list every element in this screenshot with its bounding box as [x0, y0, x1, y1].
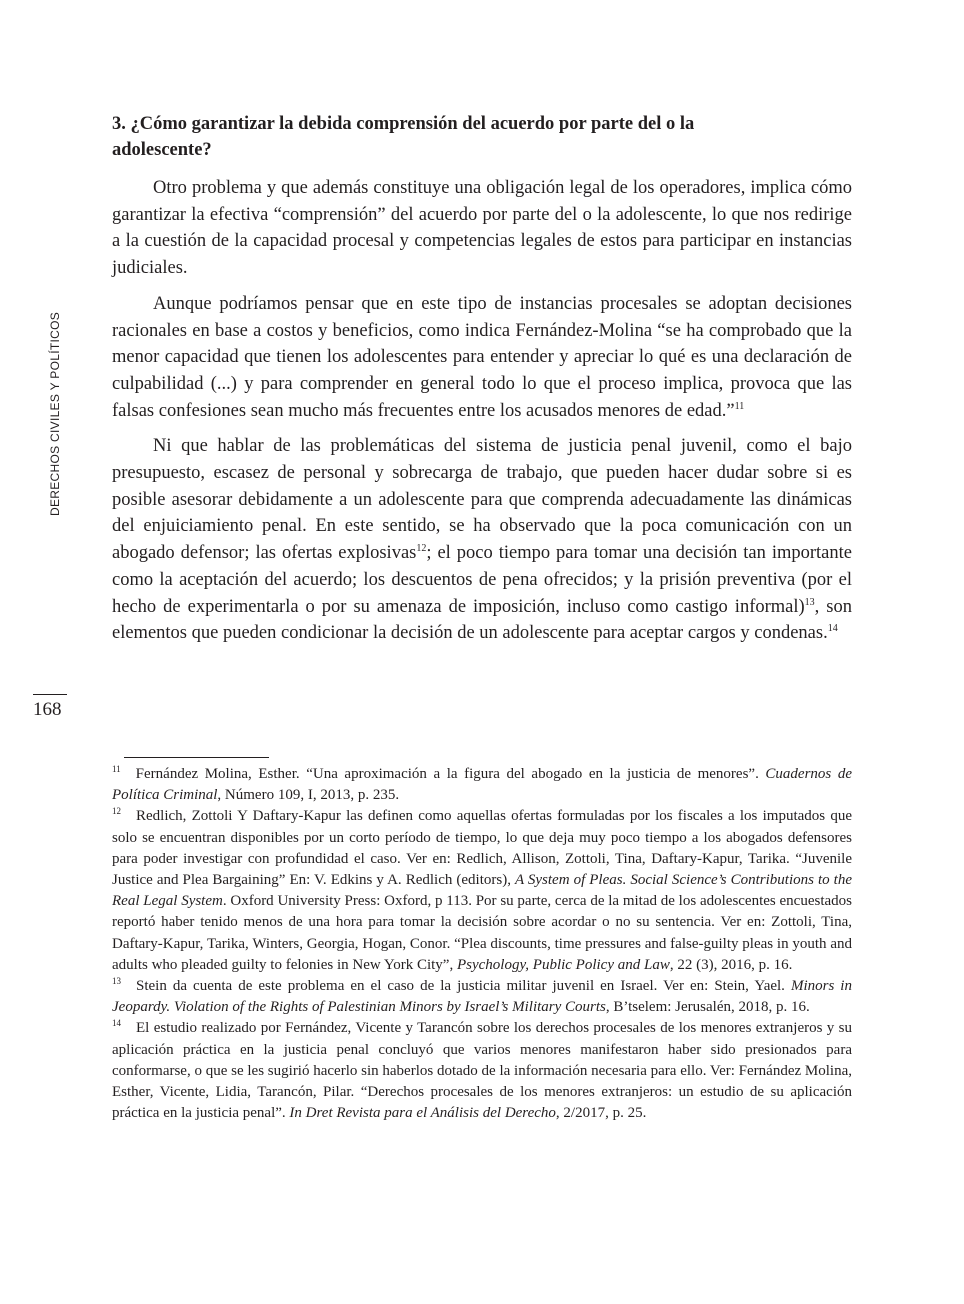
footnote-text: Stein da cuenta de este problema en el caso de la justicia militar juvenil en Israel. Ver en: Stein, Yael.: [136, 978, 791, 995]
section-heading: 3. ¿Cómo garantizar la debida comprensión del acuerdo por parte del o la adolescente?: [112, 114, 695, 160]
footnote-12: [112, 806, 852, 976]
footnote-title: A System of Pleas. Social Science’s Contributions to the Real Legal System: [112, 872, 852, 910]
main-text: [112, 111, 852, 656]
footnote-tail: , Número 109, I, 2013, p. 235.: [217, 787, 400, 804]
paragraph-3-text-b: ; el poco tiempo para tomar una decisión tan importante como la aceptación del acuerdo; los descuentos de pena ofrecidos; y la prisión preventiva (por el hecho de experimentarla o por su amenaza de imposición, incluso como castigo informal): [112, 543, 852, 617]
footnote-number: 13: [112, 976, 121, 987]
paragraph-2-text: Aunque podríamos pensar que en este tipo de instancias procesales se adoptan decisiones racionales en base a costos y beneficios, como indica Fernández-Molina “se ha comprobado que la menor capacidad que tienen los adolescentes para entender y apreciar lo qué es una declaración de culpabilidad (...) y para comprender en general todo lo que el proceso implica, provoca que las falsas confesiones sean mucho más frecuentes entre los acusados menores de edad.”: [112, 293, 852, 421]
footnote-tail-2: , 22 (3), 2016, p. 16.: [669, 956, 793, 973]
paragraph-3: [112, 433, 852, 647]
footnote-journal: Psychology, Public Policy and Law: [456, 956, 670, 973]
footnote-title: In Dret Revista para el Análisis del Derecho: [289, 1105, 556, 1122]
footnote-number: 11: [112, 764, 121, 774]
footnote-separator: [124, 757, 269, 758]
footnote-13: [112, 976, 852, 1018]
paragraph-3-text-c: , son elementos que pueden condicionar la decisión de un adolescente para aceptar cargos y condenas.: [112, 596, 852, 644]
footnotes: [112, 764, 852, 1124]
footnote-ref-14[interactable]: 14: [827, 623, 838, 635]
footnote-tail: . Oxford University Press: Oxford, p 113. Por su parte, cerca de la mitad de los adolescentes encuestados reportó haber tenido menos de una hora para tomar la decisión sobre acordar o no su sentencia. Ver en: Zottoli, Tina, Daftary-Kapur, Tarika, Winters, Georgia, Hogan, Conor. “Plea discounts, time pressures and false-guilty pleas in youth and adults who pleaded guilty to felonies in New York City”,: [112, 893, 852, 973]
footnote-ref-11[interactable]: 11: [734, 400, 745, 412]
footnote-text: Fernández Molina, Esther. “Una aproximación a la figura del abogado en la justicia de menores”.: [135, 766, 766, 782]
section-side-label: DERECHOS CIVILES Y POLÍTICOS: [48, 311, 62, 517]
footnote-tail: , B’tselem: Jerusalén, 2018, p. 16.: [605, 999, 810, 1016]
page-number: 168: [33, 699, 62, 720]
footnote-11: [112, 764, 852, 806]
footnote-ref-13[interactable]: 13: [804, 596, 815, 608]
footnote-tail: , 2/2017, p. 25.: [555, 1105, 647, 1122]
footnote-title: Cuadernos de Política Criminal: [112, 766, 852, 804]
footnote-text: El estudio realizado por Fernández, Vicente y Tarancón sobre los derechos procesales de los menores extranjeros y su aplicación práctica en la justicia penal concluyó que varios menores manifestaron haber sido presionados para conformarse, o que se les sugirió hacerlo sin haberlos dotado de la información necesaria para ello. Ver: Fernández Molina, Esther, Vicente, Lidia, Tarancón, Pilar. “Derechos procesales de los menores extranjeros: un estudio de su aplicación práctica en la justicia penal”.: [112, 1020, 852, 1122]
footnote-text: Redlich, Zottoli Y Daftary-Kapur las definen como aquellas ofertas formuladas por los fiscales a los imputados que solo se encuentran disponibles por un corto período de tiempo, lo que deja muy poco tiempo a los abogados defensores para poder investigar con profundidad el caso. Ver en: Redlich, Allison, Zottoli, Tina, Daftary-Kapur, Tarika. “Juvenile Justice and Plea Bargaining” En: V. Edkins y A. Redlich (editors),: [112, 808, 852, 889]
footnote-number: 12: [112, 806, 121, 817]
footnote-ref-12[interactable]: 12: [416, 542, 427, 554]
footnote-number: 14: [112, 1018, 121, 1029]
footnote-title: Minors in Jeopardy. Violation of the Rights of Palestinian Minors by Israel’s Military Courts: [112, 978, 852, 1016]
paragraph-1: [112, 175, 852, 282]
footnote-14: [112, 1018, 852, 1124]
paragraph-2: [112, 291, 852, 425]
page-number-rule: [33, 694, 67, 695]
paragraph-3-text-a: Ni que hablar de las problemáticas del sistema de justicia penal juvenil, como el bajo presupuesto, escasez de personal y sobrecarga de trabajo, que pueden hacer dudar sobre si es posible asesorar debidamente a un adolescente para que comprenda adecuadamente las dinámicas del enjuiciamiento penal. En este sentido, se ha observado que la poca comunicación con un abogado defensor; las ofertas explosivas: [112, 436, 852, 564]
paragraph-1-text: Otro problema y que además constituye una obligación legal de los operadores, implica cómo garantizar la efectiva “comprensión” del acuerdo por parte del o la adolescente, lo que nos redirige a la cuestión de la capacidad procesal y competencias legales de estos para participar en instancias judiciales.: [112, 178, 852, 279]
